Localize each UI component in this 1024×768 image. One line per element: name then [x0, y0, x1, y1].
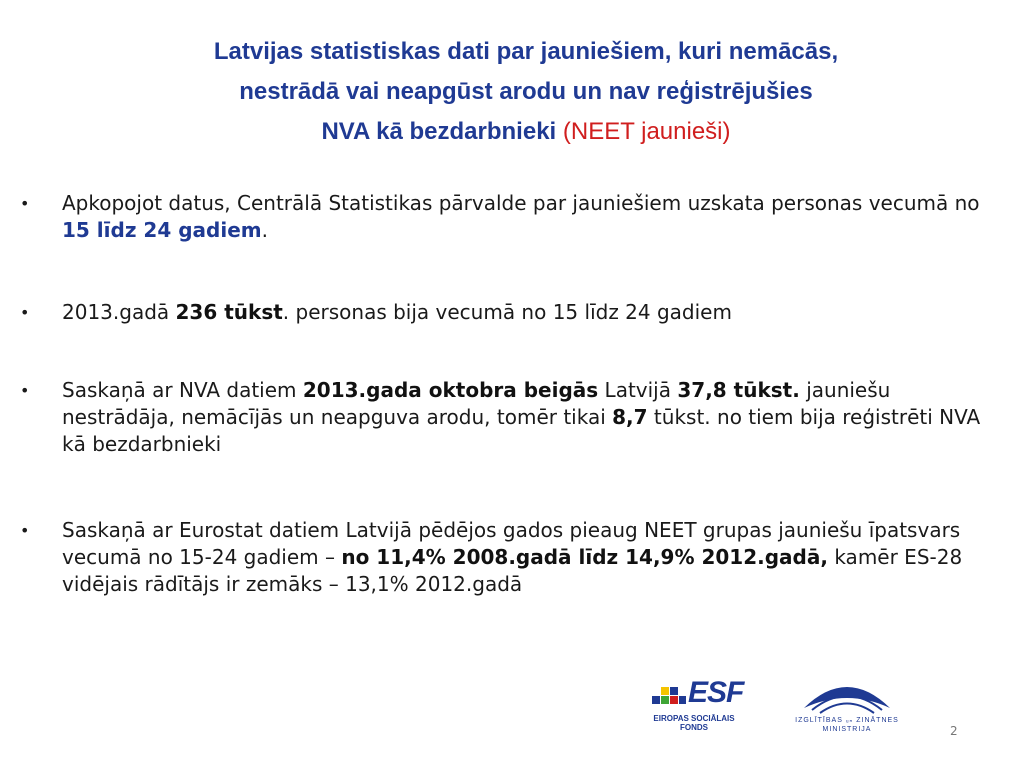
- title-line-2: nestrādā vai neapgūst arodu un nav reģistrējušies: [239, 78, 813, 105]
- bullet-3-text-4: tūkst. no tiem bija reģistrēti NVA kā bezdarbnieki: [62, 405, 981, 456]
- esf-sub-line-2: FONDS: [680, 723, 708, 732]
- bullet-2-highlight: 236 tūkst: [175, 300, 283, 324]
- bullet-dot: •: [20, 303, 30, 322]
- esf-logo: [648, 674, 744, 736]
- ministry-logo-text: [792, 716, 902, 734]
- ministry-sub-line-2: MINISTRIJA: [822, 726, 872, 733]
- bullet-text: [62, 299, 1004, 326]
- bullet-3-text-3: jauniešu nestrādāja, nemācījās un neapguva arodu, tomēr tikai: [62, 378, 891, 429]
- esf-logo-subtitle: [648, 714, 740, 732]
- bullet-4-end: kamēr ES-28 vidējais rādītājs ir zemāks – 13,1% 2012.gadā: [62, 545, 963, 596]
- bullet-1-highlight: 15 līdz 24 gadiem: [62, 218, 262, 242]
- bullet-item: [20, 190, 1004, 244]
- bullet-2-text: 2013.gadā: [62, 300, 176, 324]
- bullet-3-highlight-count: 37,8 tūkst.: [677, 378, 800, 402]
- esf-mark-icon: [652, 682, 686, 708]
- title-line-3-main: NVA kā bezdarbnieki: [321, 118, 557, 145]
- ministry-logo: [792, 672, 902, 740]
- title-line-1: Latvijas statistiskas dati par jauniešiem, kuri nemācās,: [213, 38, 839, 65]
- bullet-3-highlight-date: 2013.gada oktobra beigās: [302, 378, 599, 402]
- bullet-2-end: . personas bija vecumā no 15 līdz 24 gadiem: [282, 300, 732, 324]
- bullet-3-text-2: Latvijā: [598, 378, 678, 402]
- bullet-item: [20, 299, 1004, 326]
- page-number: 2: [950, 724, 958, 738]
- bullet-dot: •: [20, 521, 30, 540]
- esf-logo-text: ESF: [688, 676, 744, 709]
- bullet-text: [62, 517, 1004, 598]
- book-arc-icon: [792, 672, 902, 716]
- title-neet-label: (NEET jaunieši): [562, 118, 731, 145]
- title-line-3: [40, 112, 1012, 152]
- bullet-dot: •: [20, 194, 30, 213]
- esf-sub-line-1: EIROPAS SOCIĀLAIS: [653, 714, 735, 723]
- bullet-3-text: Saskaņā ar NVA datiem: [62, 378, 303, 402]
- bullet-text: [62, 190, 1004, 244]
- bullet-4-text: Saskaņā ar Eurostat datiem Latvijā pēdējos gados pieaug NEET grupas jauniešu īpatsvars vecumā no 15-24 gadiem –: [62, 518, 961, 569]
- ministry-sub-line-1: IZGLĪTĪBAS ᵤₙ ZINĀTNES: [795, 717, 899, 724]
- bullet-item: [20, 377, 1004, 458]
- bullet-text: [62, 377, 1004, 458]
- bullet-1-end: .: [261, 218, 268, 242]
- bullet-item: [20, 517, 1004, 598]
- bullet-1-text: Apkopojot datus, Centrālā Statistikas pārvalde par jauniešiem uzskata personas vecumā no: [62, 191, 980, 215]
- bullet-4-highlight: no 11,4% 2008.gadā līdz 14,9% 2012.gadā,: [341, 545, 828, 569]
- bullet-3-highlight-registered: 8,7: [612, 405, 648, 429]
- bullet-dot: •: [20, 381, 30, 400]
- slide-title: [40, 32, 1012, 152]
